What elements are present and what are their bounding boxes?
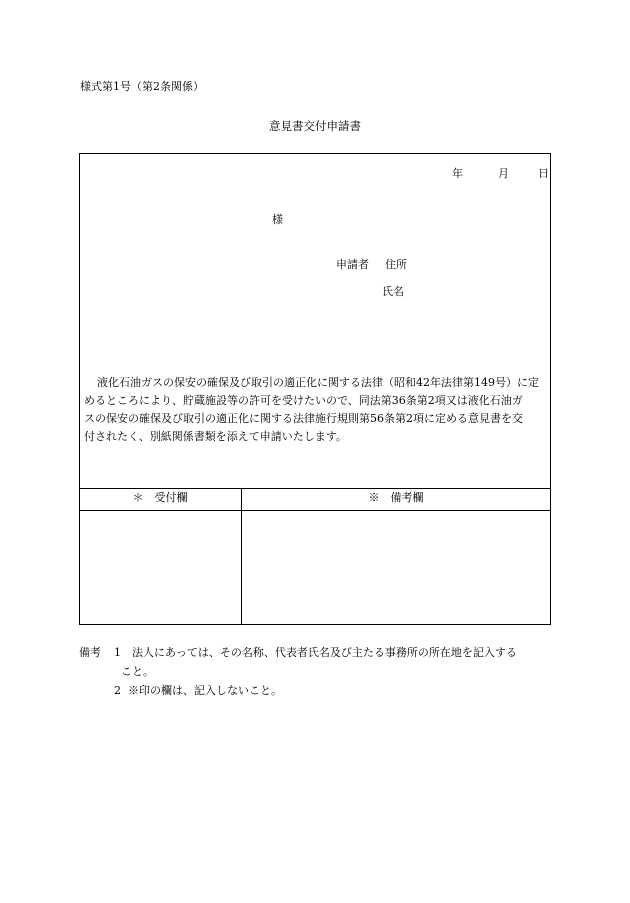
statement-line-1: 液化石油ガスの保安の確保及び取引の適正化に関する法律（昭和42年法律第149号）に定: [97, 376, 539, 389]
addressee-suffix: 様: [272, 213, 283, 226]
table-column-divider: [241, 488, 242, 625]
form-number: 様式第1号（第2条関係）: [80, 80, 204, 93]
address-label: 住所: [385, 258, 407, 271]
date-line: [452, 167, 549, 180]
note-1-number: 1: [114, 646, 121, 659]
statement-line-2: めるところにより、貯蔵施設等の許可を受けたいので、同法第36条第2項又は液化石油ガ: [84, 394, 523, 407]
note-1-line-1: 法人にあっては、その名称、代表者氏名及び主たる事務所の所在地を記入する: [132, 646, 517, 659]
date-month-label: 月: [498, 167, 509, 180]
date-day-label: 日: [538, 167, 549, 180]
applicant-address-line: [336, 258, 407, 271]
remarks-column-header: ※ 備考欄: [368, 491, 424, 504]
note-2-line-1: ※印の欄は、記入しないこと。: [128, 684, 282, 697]
applicant-label: 申請者: [336, 258, 369, 271]
name-label: 氏名: [382, 285, 404, 298]
note-2-number: 2: [114, 684, 121, 697]
notes-label: 備考: [79, 646, 101, 659]
note-1-line-2: こと。: [121, 665, 154, 678]
page-title: 意見書交付申請書: [269, 119, 361, 133]
date-year-label: 年: [452, 167, 463, 180]
reception-column-header: ＊ 受付欄: [132, 491, 188, 504]
table-top-divider: [80, 488, 550, 489]
statement-line-3: スの保安の確保及び取引の適正化に関する法律施行規則第56条第2項に定める意見書を交: [84, 412, 523, 425]
table-header-divider: [80, 510, 550, 511]
statement-line-4: 付されたく、別紙関係書類を添えて申請いたします。: [84, 430, 347, 443]
